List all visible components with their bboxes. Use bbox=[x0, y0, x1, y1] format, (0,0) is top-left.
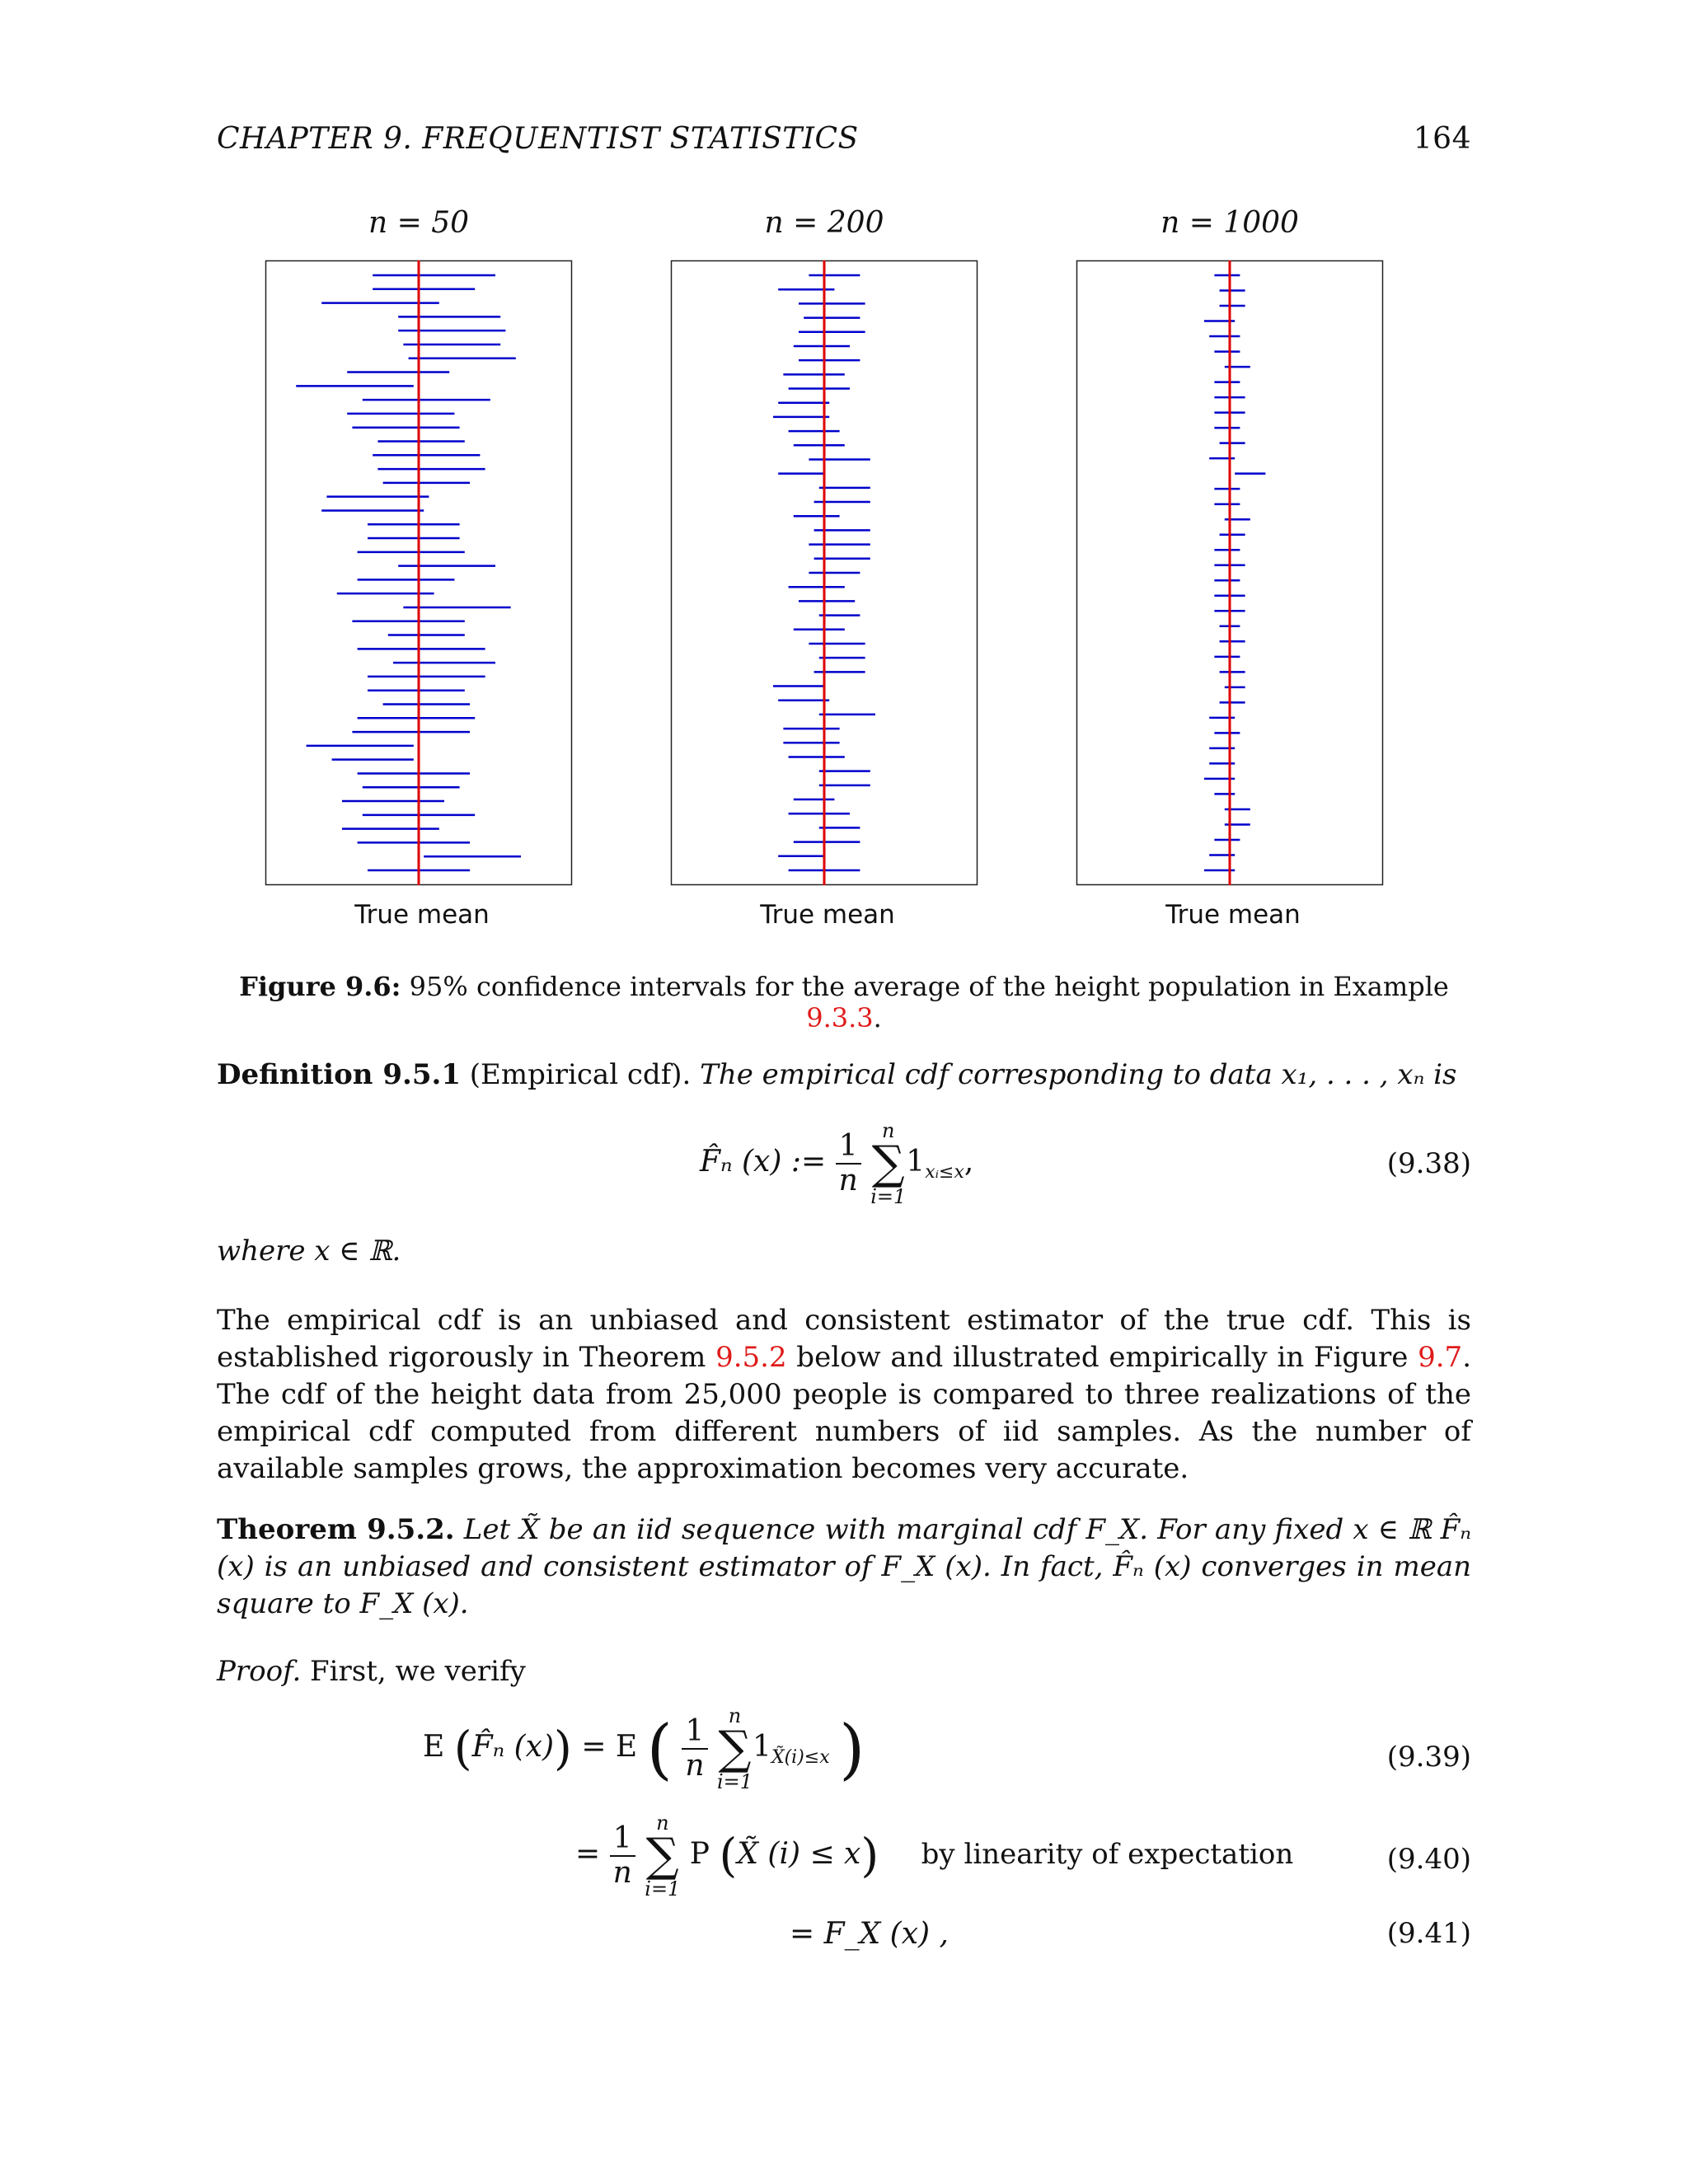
definition-name: (Empirical cdf). bbox=[469, 1058, 692, 1091]
right-paren-icon: ) bbox=[860, 1829, 879, 1883]
eq-number-9-41: (9.41) bbox=[1386, 1917, 1471, 1950]
eq-9-39-body bbox=[423, 1706, 865, 1792]
eq-9-39-sum-bottom: i=1 bbox=[716, 1770, 753, 1793]
caption-end: . bbox=[873, 1002, 882, 1033]
eq-9-40-sum-bottom: i=1 bbox=[645, 1877, 681, 1900]
eq-9-39-frac bbox=[682, 1715, 707, 1783]
eq-9-38-body bbox=[700, 1121, 973, 1207]
equation-9-41 bbox=[217, 1914, 1471, 1963]
eq-9-38-sum-top: n bbox=[882, 1119, 895, 1142]
eq-9-39-sum-top: n bbox=[728, 1704, 742, 1727]
theorem-block bbox=[217, 1511, 1471, 1623]
ci-figure bbox=[247, 206, 1451, 931]
eq-number-9-39: (9.39) bbox=[1386, 1741, 1471, 1774]
eq-9-40-note: by linearity of expectation bbox=[921, 1838, 1294, 1871]
eq-9-38-frac bbox=[836, 1130, 861, 1197]
eq-9-39-inner: F̂ₙ (x) bbox=[471, 1730, 554, 1764]
eq-9-38-frac-num: 1 bbox=[836, 1130, 861, 1165]
ci-panel-n50 bbox=[265, 260, 572, 885]
eq-9-40-frac-num: 1 bbox=[610, 1822, 635, 1857]
running-title: CHAPTER 9. FREQUENTIST STATISTICS bbox=[217, 122, 859, 156]
eq-9-39-expect: E bbox=[423, 1730, 445, 1764]
eq-9-38-sum-bottom: i=1 bbox=[870, 1185, 907, 1208]
eq-9-38-frac-den: n bbox=[838, 1164, 858, 1197]
eq-9-38-sum bbox=[870, 1121, 906, 1207]
eq-number-9-38: (9.38) bbox=[1386, 1147, 1471, 1180]
theorem-label: Theorem 9.5.2. bbox=[217, 1513, 455, 1546]
paragraph-part-3: . The cdf of the height data from 25,000 people is compared to three realizations of the empirical cdf computed from different numbers of iid samples. As the number of available samples grows, the approximation becomes very accurate. bbox=[217, 1341, 1471, 1485]
eq-9-40-prob: P bbox=[689, 1837, 710, 1871]
equation-9-40 bbox=[217, 1813, 1471, 1904]
body-paragraph bbox=[217, 1302, 1471, 1488]
eq-9-38-trail: , bbox=[964, 1145, 974, 1179]
panel-title-1: n = 50 bbox=[368, 206, 470, 240]
panel-title-2: n = 200 bbox=[764, 206, 884, 240]
panel-xlabel-1: True mean bbox=[354, 900, 490, 930]
figure-caption bbox=[217, 971, 1471, 1033]
eq-number-9-40: (9.40) bbox=[1386, 1843, 1471, 1876]
definition-block bbox=[217, 1057, 1471, 1094]
panel-title-3: n = 1000 bbox=[1160, 206, 1299, 240]
proof-intro bbox=[217, 1653, 1471, 1690]
eq-9-40-frac bbox=[610, 1822, 635, 1890]
paragraph-part-2: below and illustrated empirically in Figure bbox=[786, 1341, 1418, 1374]
ci-panel-n200 bbox=[671, 260, 978, 885]
panel-xlabel-3: True mean bbox=[1165, 900, 1301, 930]
eq-9-39-sum bbox=[717, 1706, 753, 1792]
left-big-paren-icon: ( bbox=[646, 1710, 673, 1788]
equation-9-38 bbox=[217, 1121, 1471, 1212]
theorem-ref-link[interactable]: 9.5.2 bbox=[715, 1341, 787, 1374]
paragraph-part-1: The empirical cdf is an unbiased and consistent estimator of the true cdf. This is established rigorously in Theorem bbox=[217, 1304, 1471, 1374]
eq-9-39-frac-den: n bbox=[685, 1749, 705, 1783]
running-header bbox=[217, 122, 1471, 163]
equation-9-39 bbox=[217, 1706, 1471, 1813]
eq-9-40-body bbox=[575, 1813, 1293, 1899]
definition-label: Definition 9.5.1 bbox=[217, 1058, 461, 1091]
sum-sign-icon: ∑ bbox=[718, 1722, 752, 1775]
eq-9-40-sum bbox=[645, 1813, 680, 1899]
eq-9-40-sum-top: n bbox=[656, 1811, 669, 1835]
sum-sign-icon: ∑ bbox=[645, 1829, 679, 1882]
eq-9-39-indicator: 1 bbox=[753, 1730, 771, 1764]
eq-9-39-indicator-sub: X̃(i)≤x bbox=[771, 1747, 830, 1769]
eq-9-38-indicator-sub: xᵢ≤x bbox=[925, 1162, 964, 1183]
ci-panel-n1000 bbox=[1076, 260, 1383, 885]
eq-9-38-indicator: 1 bbox=[906, 1145, 926, 1179]
eq-9-40-inner: X̃ (i) ≤ x bbox=[737, 1837, 861, 1871]
definition-tail: where x ∈ ℝ. bbox=[217, 1235, 401, 1268]
caption-label: Figure 9.6: bbox=[239, 971, 401, 1002]
figure-ref-link[interactable]: 9.7 bbox=[1418, 1341, 1463, 1374]
eq-9-40-frac-den: n bbox=[612, 1856, 632, 1890]
definition-text: The empirical cdf corresponding to data x₁, . . . , xₙ is bbox=[700, 1058, 1457, 1091]
proof-text: First, we verify bbox=[301, 1655, 526, 1688]
eq-9-40-lead: = bbox=[575, 1837, 601, 1871]
right-big-paren-icon: ) bbox=[839, 1710, 865, 1788]
page-number: 164 bbox=[1413, 122, 1471, 156]
right-paren-icon: ) bbox=[554, 1722, 572, 1776]
caption-example-link[interactable]: 9.3.3 bbox=[806, 1002, 874, 1033]
sum-sign-icon: ∑ bbox=[871, 1137, 905, 1190]
caption-text: 95% confidence intervals for the average of the height population in Example bbox=[409, 971, 1449, 1002]
theorem-text: Let X̃ be an iid sequence with marginal cdf F_X. For any fixed x ∈ ℝ F̂ₙ (x) is an unbiased and consistent estimator of F_X (x). In fact, F̂ₙ (x) converges in mean square to F_X (x). bbox=[217, 1513, 1471, 1620]
eq-9-39-frac-num: 1 bbox=[682, 1715, 707, 1750]
left-paren-icon: ( bbox=[719, 1829, 738, 1883]
eq-9-41-body: = F_X (x) , bbox=[790, 1917, 949, 1951]
eq-9-39-mid: = E bbox=[581, 1730, 638, 1764]
left-paren-icon: ( bbox=[453, 1722, 472, 1776]
proof-label: Proof. bbox=[217, 1655, 302, 1688]
panel-xlabel-2: True mean bbox=[760, 900, 895, 930]
eq-9-38-lhs: F̂ₙ (x) := bbox=[700, 1145, 827, 1179]
